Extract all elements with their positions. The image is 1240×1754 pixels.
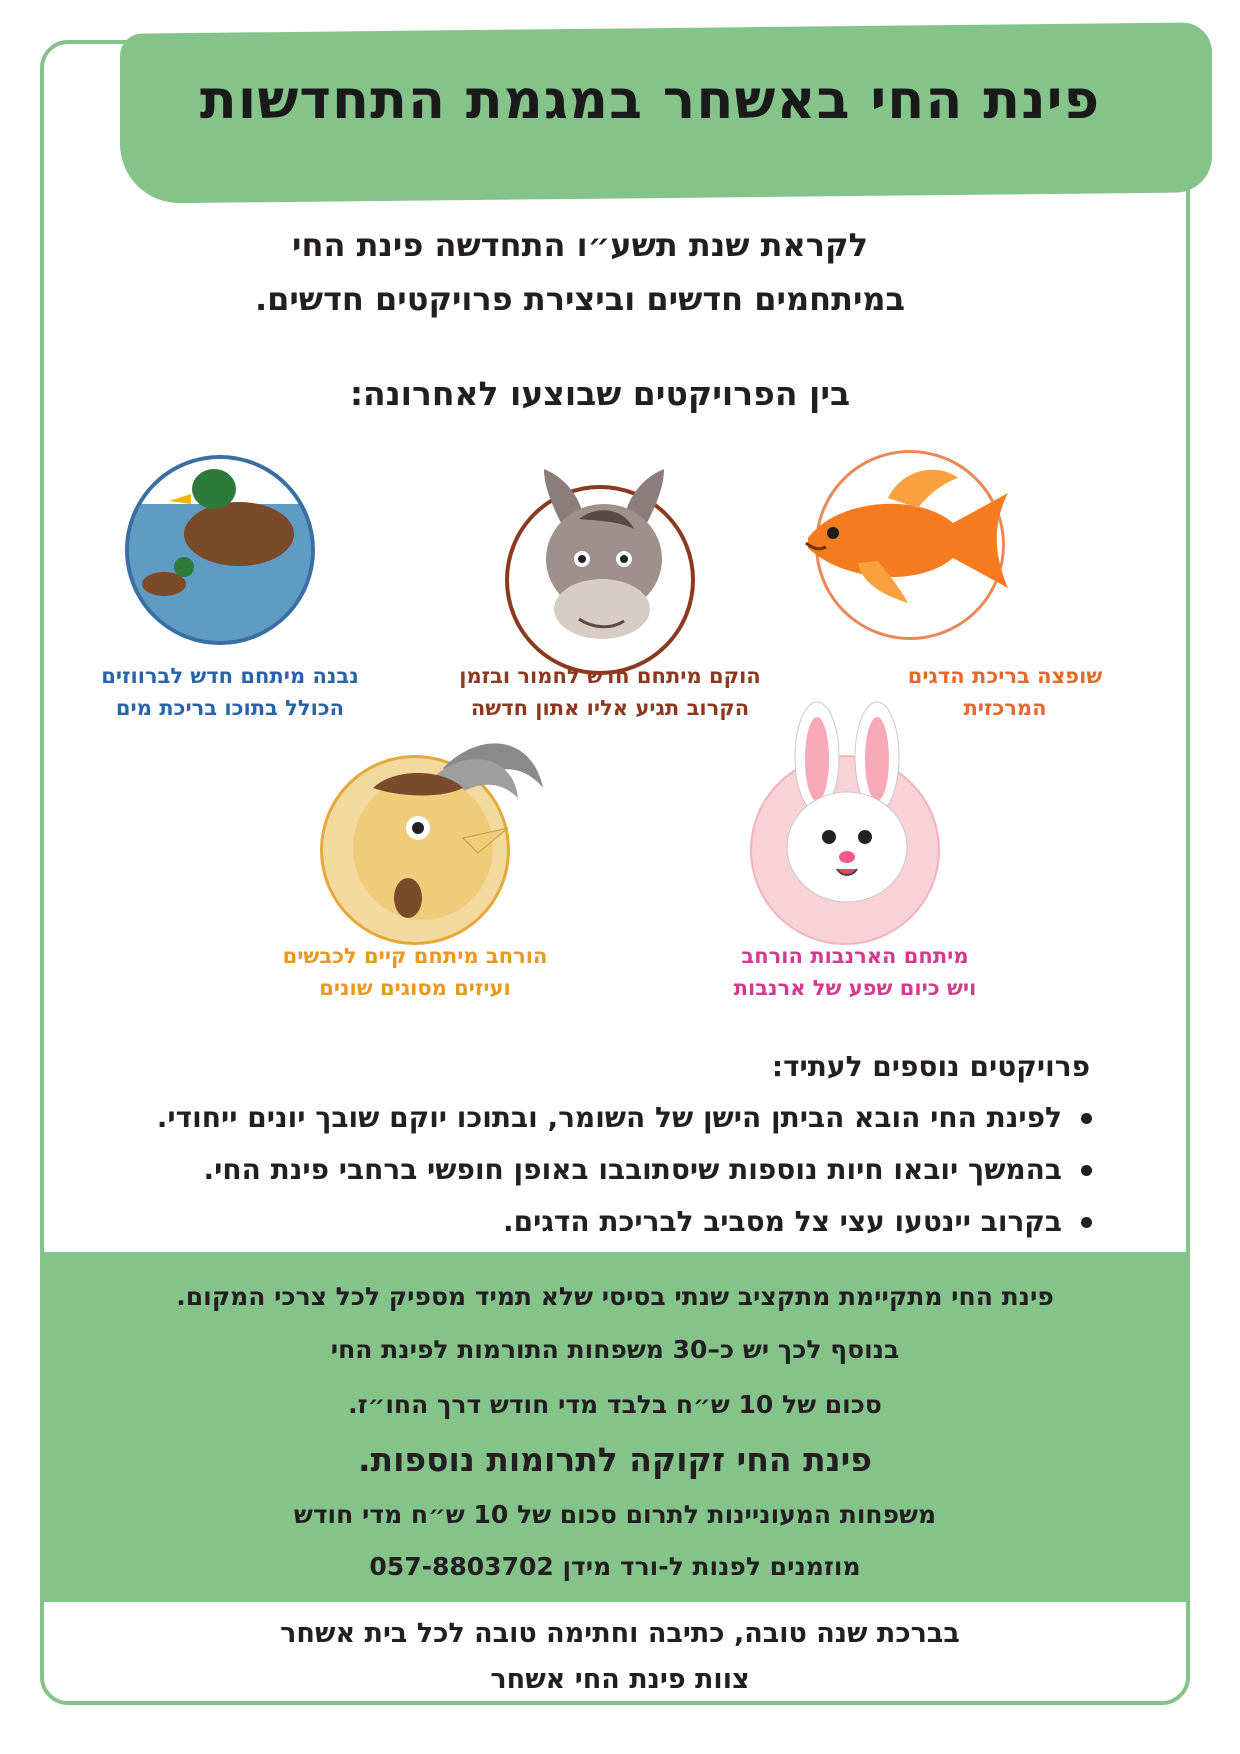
list-item (132, 1092, 1092, 1144)
future-item-2: בהמשך יובאו חיות נוספות שיסתובבו באופן חופשי ברחבי פינת החי. (203, 1153, 1062, 1186)
list-item (132, 1144, 1092, 1196)
caption-donkey (420, 660, 800, 724)
funding-line-4: משפחות המעוניינות לתרום סכום של 10 ש״ח מדי חודש (293, 1500, 937, 1529)
bullet-icon (1081, 1165, 1092, 1176)
footer-greeting: בברכת שנה טובה, כתיבה וחתימה טובה לכל בית אשחר (280, 1618, 960, 1649)
intro-text (180, 218, 980, 326)
caption-duck-line-2: הכולל בתוכו בריכת מים (115, 696, 345, 720)
rabbit-icon (750, 755, 940, 945)
caption-fish-line-2: המרכזית (963, 696, 1047, 720)
future-item-3: בקרוב יינטעו עצי צל מסביב לבריכת הדגים. (503, 1205, 1062, 1238)
future-item-1: לפינת החי הובא הביתן הישן של השומר, ובתוכו יוקם שובך יונים ייחודי. (156, 1101, 1062, 1134)
caption-fish (870, 660, 1140, 724)
funding-line-2: בנוסף לכך יש כ–30 משפחות התורמות לפינת החי (330, 1335, 900, 1364)
goat-icon (320, 755, 510, 945)
caption-donkey-line-1: הוקם מיתחם חדש לחמור ובזמן (459, 664, 761, 688)
future-heading: פרויקטים נוספים לעתיד: (771, 1050, 1090, 1083)
future-list (132, 1092, 1092, 1248)
footer-signature: צוות פינת החי אשחר (490, 1664, 750, 1695)
list-item (132, 1196, 1092, 1248)
funding-line-3: סכום של 10 ש״ח בלבד מדי חודש דרך החו״ז. (348, 1390, 882, 1419)
caption-duck (75, 660, 385, 724)
caption-rabbit-line-2: ויש כיום שפע של ארנבות (733, 976, 977, 1000)
caption-goat (255, 940, 575, 1004)
caption-rabbit (700, 940, 1010, 1004)
funding-contact: מוזמנים לפנות ל-ורד מידן 057-8803702 (369, 1552, 861, 1581)
caption-duck-line-1: נבנה מיתחם חדש לברווזים (101, 664, 359, 688)
projects-heading: בין הפרויקטים שבוצעו לאחרונה: (349, 374, 851, 413)
caption-goat-line-1: הורחב מיתחם קיים לכבשים (282, 944, 548, 968)
caption-fish-line-1: שופצה בריכת הדגים (907, 664, 1103, 688)
intro-line-2: במיתחמים חדשים וביצירת פרויקטים חדשים. (254, 280, 906, 318)
bullet-icon (1081, 1217, 1092, 1228)
caption-donkey-line-2: הקרוב תגיע אליו אתון חדשה (470, 696, 750, 720)
intro-line-1: לקראת שנת תשע״ו התחדשה פינת החי (292, 226, 868, 264)
fish-icon (815, 450, 1005, 640)
funding-highlight: פינת החי זקוקה לתרומות נוספות. (357, 1440, 872, 1479)
funding-line-1: פינת החי מתקיימת מתקציב שנתי בסיסי שלא תמיד מספיק לכל צרכי המקום. (176, 1282, 1054, 1311)
caption-rabbit-line-1: מיתחם הארנבות הורחב (741, 944, 969, 968)
caption-goat-line-2: ועיזים מסוגים שונים (319, 976, 511, 1000)
page-title: פינת החי באשחר במגמת התחדשות (199, 68, 1101, 131)
bullet-icon (1081, 1113, 1092, 1124)
duck-icon (125, 455, 315, 645)
donkey-icon (505, 485, 695, 675)
